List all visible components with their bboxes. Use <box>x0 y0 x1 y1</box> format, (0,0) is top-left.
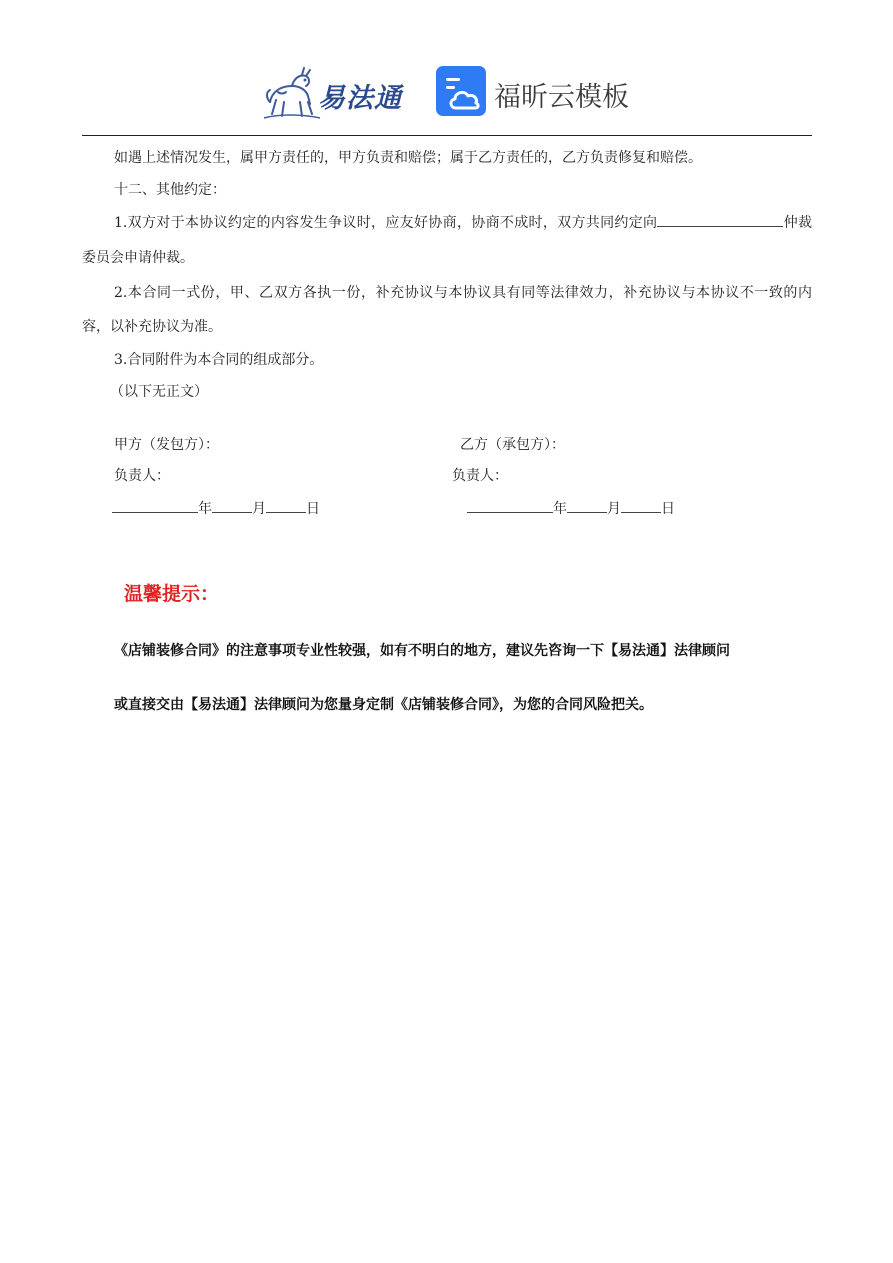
clause-liability: 如遇上述情况发生，属甲方责任的，甲方负责和赔偿；属于乙方责任的，乙方负责修复和赔偿。 <box>114 150 702 166</box>
responsible-b-label: 负责人： <box>452 468 508 484</box>
party-a-label: 甲方（发包方）： <box>114 437 219 453</box>
party-b-label: 乙方（承包方）： <box>460 437 565 453</box>
year-blank <box>112 496 198 513</box>
document-header <box>0 56 893 126</box>
date-line-b <box>467 496 675 518</box>
month-label: 月 <box>252 501 266 517</box>
clause-copies: 2.本合同一式份，甲、乙双方各执一份，补充协议与本协议具有同等法律效力，补充协议与本协议不一致的内容，以补充协议为准。 <box>82 285 812 335</box>
day-label: 日 <box>306 501 320 517</box>
responsible-a-label: 负责人： <box>114 468 170 484</box>
clause-arbitration-text: 1.双方对于本协议约定的内容发生争议时，应友好协商，协商不成时，双方共同约定向 <box>114 215 658 231</box>
yifatong-logo-text: 易法通 <box>318 83 402 114</box>
day-blank <box>621 496 661 513</box>
qilin-icon <box>262 64 322 122</box>
fuxin-logo-text: 福昕云模板 <box>494 82 629 113</box>
year-label: 年 <box>553 501 567 517</box>
year-blank <box>467 496 553 513</box>
clause-attachments: 3.合同附件为本合同的组成部分。 <box>114 352 324 368</box>
section-other-agreements: 十二、其他约定： <box>114 182 226 198</box>
day-label: 日 <box>661 501 675 517</box>
month-blank <box>567 496 607 513</box>
month-blank <box>212 496 252 513</box>
header-divider <box>82 135 812 136</box>
cloud-document-icon <box>436 66 486 116</box>
arbitration-blank-continued <box>751 210 783 227</box>
year-label: 年 <box>198 501 212 517</box>
month-label: 月 <box>607 501 621 517</box>
contract-body <box>82 142 812 408</box>
fuxin-logo <box>436 66 636 120</box>
no-further-text: （以下无正文） <box>110 384 208 400</box>
day-blank <box>266 496 306 513</box>
arbitration-blank <box>657 210 751 227</box>
tip-line-2: 或直接交由【易法通】法律顾问为您量身定制《店铺装修合同》，为您的合同风险把关。 <box>114 697 653 713</box>
clause-arbitration-text-end: 仲裁委员会申请仲裁。 <box>82 215 813 266</box>
date-line-a <box>112 496 320 518</box>
yifatong-logo <box>262 64 412 122</box>
tip-title: 温馨提示： <box>124 583 220 605</box>
tip-line-1: 《店铺装修合同》的注意事项专业性较强，如有不明白的地方，建议先咨询一下【易法通】法律顾问 <box>114 643 730 659</box>
clause-arbitration <box>82 206 812 276</box>
